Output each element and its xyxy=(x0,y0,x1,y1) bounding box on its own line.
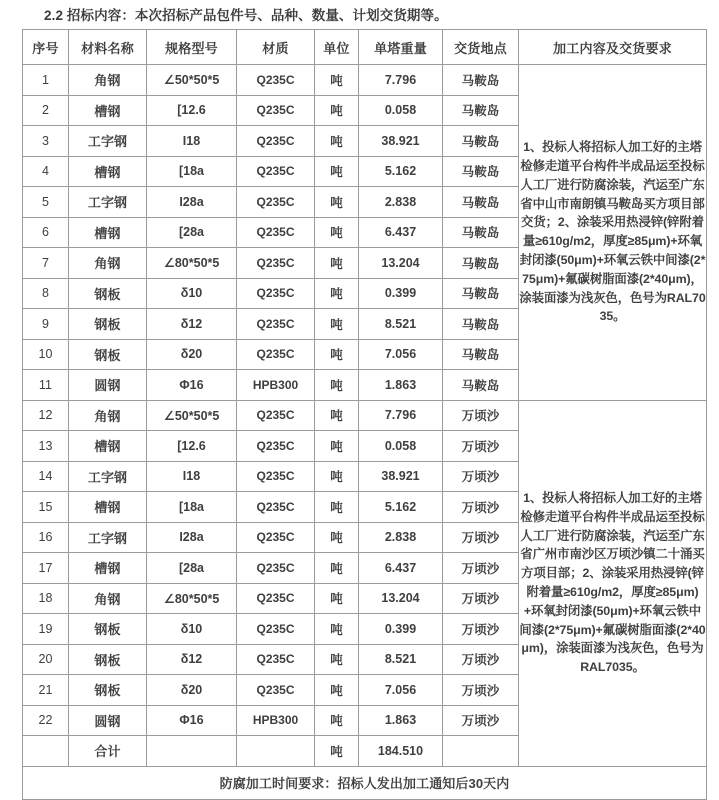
cell-spec: I28a xyxy=(147,187,237,218)
cell-unit: 吨 xyxy=(315,614,359,645)
cell-weight: 13.204 xyxy=(359,248,443,279)
cell-name: 工字钢 xyxy=(69,187,147,218)
cell-place: 马鞍岛 xyxy=(443,126,519,157)
cell-name: 槽钢 xyxy=(69,553,147,584)
cell-unit: 吨 xyxy=(315,492,359,523)
cell-seq: 15 xyxy=(23,492,69,523)
column-header-name: 材料名称 xyxy=(69,30,147,65)
cell-weight: 7.796 xyxy=(359,65,443,96)
cell-name: 工字钢 xyxy=(69,126,147,157)
column-header-requirement: 加工内容及交货要求 xyxy=(519,30,707,65)
cell-seq: 1 xyxy=(23,65,69,96)
footer-note: 防腐加工时间要求：招标人发出加工通知后30天内 xyxy=(23,766,707,799)
cell-place: 万顷沙 xyxy=(443,522,519,553)
cell-unit: 吨 xyxy=(315,461,359,492)
cell-weight: 38.921 xyxy=(359,126,443,157)
cell-place: 万顷沙 xyxy=(443,705,519,736)
cell-material: Q235C xyxy=(237,614,315,645)
cell-name: 钢板 xyxy=(69,644,147,675)
cell-seq: 20 xyxy=(23,644,69,675)
cell-seq: 7 xyxy=(23,248,69,279)
total-spec-empty xyxy=(147,736,237,767)
cell-seq: 19 xyxy=(23,614,69,645)
cell-requirement: 1、投标人将招标人加工好的主塔检修走道平台构件半成品运至投标人工厂进行防腐涂装，汽运至广东省广州市南沙区万顷沙镇二十涌买方项目部；2、涂装采用热浸锌(锌附着量≥610g/m2，厚度≥85μm)+环氧封闭漆(50μm)+环氧云铁中间漆(2*75μm)+氟碳树脂面漆(2*40μm)，涂装面漆为浅灰色，色号为RAL7035。 xyxy=(519,400,707,766)
column-header-seq: 序号 xyxy=(23,30,69,65)
cell-weight: 1.863 xyxy=(359,705,443,736)
cell-name: 钢板 xyxy=(69,309,147,340)
cell-weight: 8.521 xyxy=(359,644,443,675)
cell-weight: 1.863 xyxy=(359,370,443,401)
cell-spec: δ12 xyxy=(147,644,237,675)
cell-unit: 吨 xyxy=(315,278,359,309)
cell-name: 钢板 xyxy=(69,614,147,645)
cell-unit: 吨 xyxy=(315,95,359,126)
cell-spec: δ12 xyxy=(147,309,237,340)
cell-weight: 0.058 xyxy=(359,431,443,462)
cell-material: HPB300 xyxy=(237,370,315,401)
cell-spec: I18 xyxy=(147,461,237,492)
cell-weight: 0.399 xyxy=(359,278,443,309)
cell-place: 万顷沙 xyxy=(443,583,519,614)
cell-place: 马鞍岛 xyxy=(443,156,519,187)
cell-unit: 吨 xyxy=(315,309,359,340)
cell-spec: [28a xyxy=(147,553,237,584)
cell-spec: ∠50*50*5 xyxy=(147,65,237,96)
cell-name: 钢板 xyxy=(69,278,147,309)
cell-spec: [12.6 xyxy=(147,431,237,462)
cell-material: Q235C xyxy=(237,400,315,431)
cell-material: Q235C xyxy=(237,431,315,462)
cell-weight: 7.796 xyxy=(359,400,443,431)
cell-material: Q235C xyxy=(237,156,315,187)
cell-unit: 吨 xyxy=(315,156,359,187)
cell-spec: δ10 xyxy=(147,278,237,309)
cell-place: 万顷沙 xyxy=(443,614,519,645)
cell-seq: 3 xyxy=(23,126,69,157)
cell-material: Q235C xyxy=(237,309,315,340)
cell-material: Q235C xyxy=(237,248,315,279)
cell-material: Q235C xyxy=(237,339,315,370)
cell-material: Q235C xyxy=(237,278,315,309)
cell-seq: 8 xyxy=(23,278,69,309)
total-weight: 184.510 xyxy=(359,736,443,767)
cell-spec: [18a xyxy=(147,492,237,523)
cell-seq: 5 xyxy=(23,187,69,218)
cell-unit: 吨 xyxy=(315,187,359,218)
cell-place: 万顷沙 xyxy=(443,675,519,706)
cell-unit: 吨 xyxy=(315,126,359,157)
cell-weight: 5.162 xyxy=(359,156,443,187)
cell-name: 工字钢 xyxy=(69,461,147,492)
bid-items-table xyxy=(22,29,707,800)
cell-unit: 吨 xyxy=(315,675,359,706)
cell-seq: 21 xyxy=(23,675,69,706)
cell-unit: 吨 xyxy=(315,65,359,96)
cell-seq: 22 xyxy=(23,705,69,736)
cell-material: Q235C xyxy=(237,644,315,675)
cell-spec: ∠50*50*5 xyxy=(147,400,237,431)
cell-name: 槽钢 xyxy=(69,431,147,462)
total-label: 合计 xyxy=(69,736,147,767)
section-heading: 2.2 招标内容：本次招标产品包件号、品种、数量、计划交货期等。 xyxy=(44,8,448,23)
cell-unit: 吨 xyxy=(315,522,359,553)
total-material-empty xyxy=(237,736,315,767)
table-row xyxy=(23,400,707,431)
cell-seq: 16 xyxy=(23,522,69,553)
footer-note-row xyxy=(23,766,707,799)
cell-weight: 7.056 xyxy=(359,339,443,370)
cell-weight: 0.058 xyxy=(359,95,443,126)
cell-weight: 6.437 xyxy=(359,217,443,248)
cell-name: 角钢 xyxy=(69,65,147,96)
cell-seq: 12 xyxy=(23,400,69,431)
cell-name: 工字钢 xyxy=(69,522,147,553)
cell-seq: 10 xyxy=(23,339,69,370)
cell-place: 马鞍岛 xyxy=(443,278,519,309)
cell-unit: 吨 xyxy=(315,248,359,279)
cell-place: 万顷沙 xyxy=(443,400,519,431)
cell-name: 槽钢 xyxy=(69,156,147,187)
column-header-material: 材质 xyxy=(237,30,315,65)
cell-seq: 17 xyxy=(23,553,69,584)
cell-name: 槽钢 xyxy=(69,492,147,523)
cell-place: 马鞍岛 xyxy=(443,370,519,401)
cell-spec: I18 xyxy=(147,126,237,157)
cell-material: Q235C xyxy=(237,492,315,523)
cell-material: Q235C xyxy=(237,65,315,96)
cell-seq: 14 xyxy=(23,461,69,492)
cell-name: 圆钢 xyxy=(69,370,147,401)
cell-spec: ∠80*50*5 xyxy=(147,583,237,614)
cell-spec: [18a xyxy=(147,156,237,187)
cell-place: 马鞍岛 xyxy=(443,65,519,96)
cell-spec: I28a xyxy=(147,522,237,553)
cell-unit: 吨 xyxy=(315,583,359,614)
cell-name: 角钢 xyxy=(69,583,147,614)
cell-weight: 7.056 xyxy=(359,675,443,706)
cell-weight: 0.399 xyxy=(359,614,443,645)
cell-place: 马鞍岛 xyxy=(443,309,519,340)
cell-seq: 13 xyxy=(23,431,69,462)
cell-place: 万顷沙 xyxy=(443,431,519,462)
cell-material: Q235C xyxy=(237,187,315,218)
cell-seq: 4 xyxy=(23,156,69,187)
cell-spec: [28a xyxy=(147,217,237,248)
cell-spec: δ20 xyxy=(147,339,237,370)
total-unit: 吨 xyxy=(315,736,359,767)
cell-spec: Φ16 xyxy=(147,370,237,401)
cell-material: Q235C xyxy=(237,217,315,248)
cell-name: 角钢 xyxy=(69,248,147,279)
cell-seq: 2 xyxy=(23,95,69,126)
cell-weight: 2.838 xyxy=(359,522,443,553)
cell-unit: 吨 xyxy=(315,339,359,370)
cell-name: 钢板 xyxy=(69,675,147,706)
column-header-unit: 单位 xyxy=(315,30,359,65)
column-header-weight: 单塔重量 xyxy=(359,30,443,65)
cell-material: Q235C xyxy=(237,583,315,614)
cell-unit: 吨 xyxy=(315,553,359,584)
table-row xyxy=(23,65,707,96)
cell-material: HPB300 xyxy=(237,705,315,736)
cell-name: 槽钢 xyxy=(69,217,147,248)
cell-weight: 38.921 xyxy=(359,461,443,492)
cell-weight: 5.162 xyxy=(359,492,443,523)
cell-seq: 9 xyxy=(23,309,69,340)
cell-place: 马鞍岛 xyxy=(443,248,519,279)
cell-unit: 吨 xyxy=(315,370,359,401)
cell-place: 马鞍岛 xyxy=(443,187,519,218)
cell-requirement: 1、投标人将招标人加工好的主塔检修走道平台构件半成品运至投标人工厂进行防腐涂装，汽运至广东省中山市南朗镇马鞍岛买方项目部交货；2、涂装采用热浸锌(锌附着量≥610g/m2，厚度≥85μm)+环氧封闭漆(50μm)+环氧云铁中间漆(2*75μm)+氟碳树脂面漆(2*40μm)，涂装面漆为浅灰色，色号为RAL7035。 xyxy=(519,65,707,401)
cell-material: Q235C xyxy=(237,95,315,126)
cell-name: 角钢 xyxy=(69,400,147,431)
table-header xyxy=(23,30,707,65)
cell-seq: 11 xyxy=(23,370,69,401)
cell-weight: 8.521 xyxy=(359,309,443,340)
cell-material: Q235C xyxy=(237,675,315,706)
cell-weight: 2.838 xyxy=(359,187,443,218)
cell-spec: δ20 xyxy=(147,675,237,706)
cell-unit: 吨 xyxy=(315,644,359,675)
cell-name: 钢板 xyxy=(69,339,147,370)
total-place-empty xyxy=(443,736,519,767)
cell-spec: δ10 xyxy=(147,614,237,645)
header-row xyxy=(23,30,707,65)
cell-material: Q235C xyxy=(237,522,315,553)
cell-place: 万顷沙 xyxy=(443,492,519,523)
cell-material: Q235C xyxy=(237,553,315,584)
cell-spec: [12.6 xyxy=(147,95,237,126)
cell-place: 马鞍岛 xyxy=(443,217,519,248)
cell-place: 马鞍岛 xyxy=(443,339,519,370)
column-header-spec: 规格型号 xyxy=(147,30,237,65)
cell-spec: ∠80*50*5 xyxy=(147,248,237,279)
cell-name: 圆钢 xyxy=(69,705,147,736)
cell-weight: 13.204 xyxy=(359,583,443,614)
cell-material: Q235C xyxy=(237,126,315,157)
cell-unit: 吨 xyxy=(315,217,359,248)
cell-seq: 6 xyxy=(23,217,69,248)
cell-place: 马鞍岛 xyxy=(443,95,519,126)
table-body xyxy=(23,65,707,800)
cell-place: 万顷沙 xyxy=(443,553,519,584)
total-seq-empty xyxy=(23,736,69,767)
cell-spec: Φ16 xyxy=(147,705,237,736)
cell-unit: 吨 xyxy=(315,705,359,736)
cell-name: 槽钢 xyxy=(69,95,147,126)
cell-unit: 吨 xyxy=(315,431,359,462)
cell-weight: 6.437 xyxy=(359,553,443,584)
cell-place: 万顷沙 xyxy=(443,644,519,675)
column-header-place: 交货地点 xyxy=(443,30,519,65)
cell-unit: 吨 xyxy=(315,400,359,431)
cell-material: Q235C xyxy=(237,461,315,492)
cell-seq: 18 xyxy=(23,583,69,614)
cell-place: 万顷沙 xyxy=(443,461,519,492)
